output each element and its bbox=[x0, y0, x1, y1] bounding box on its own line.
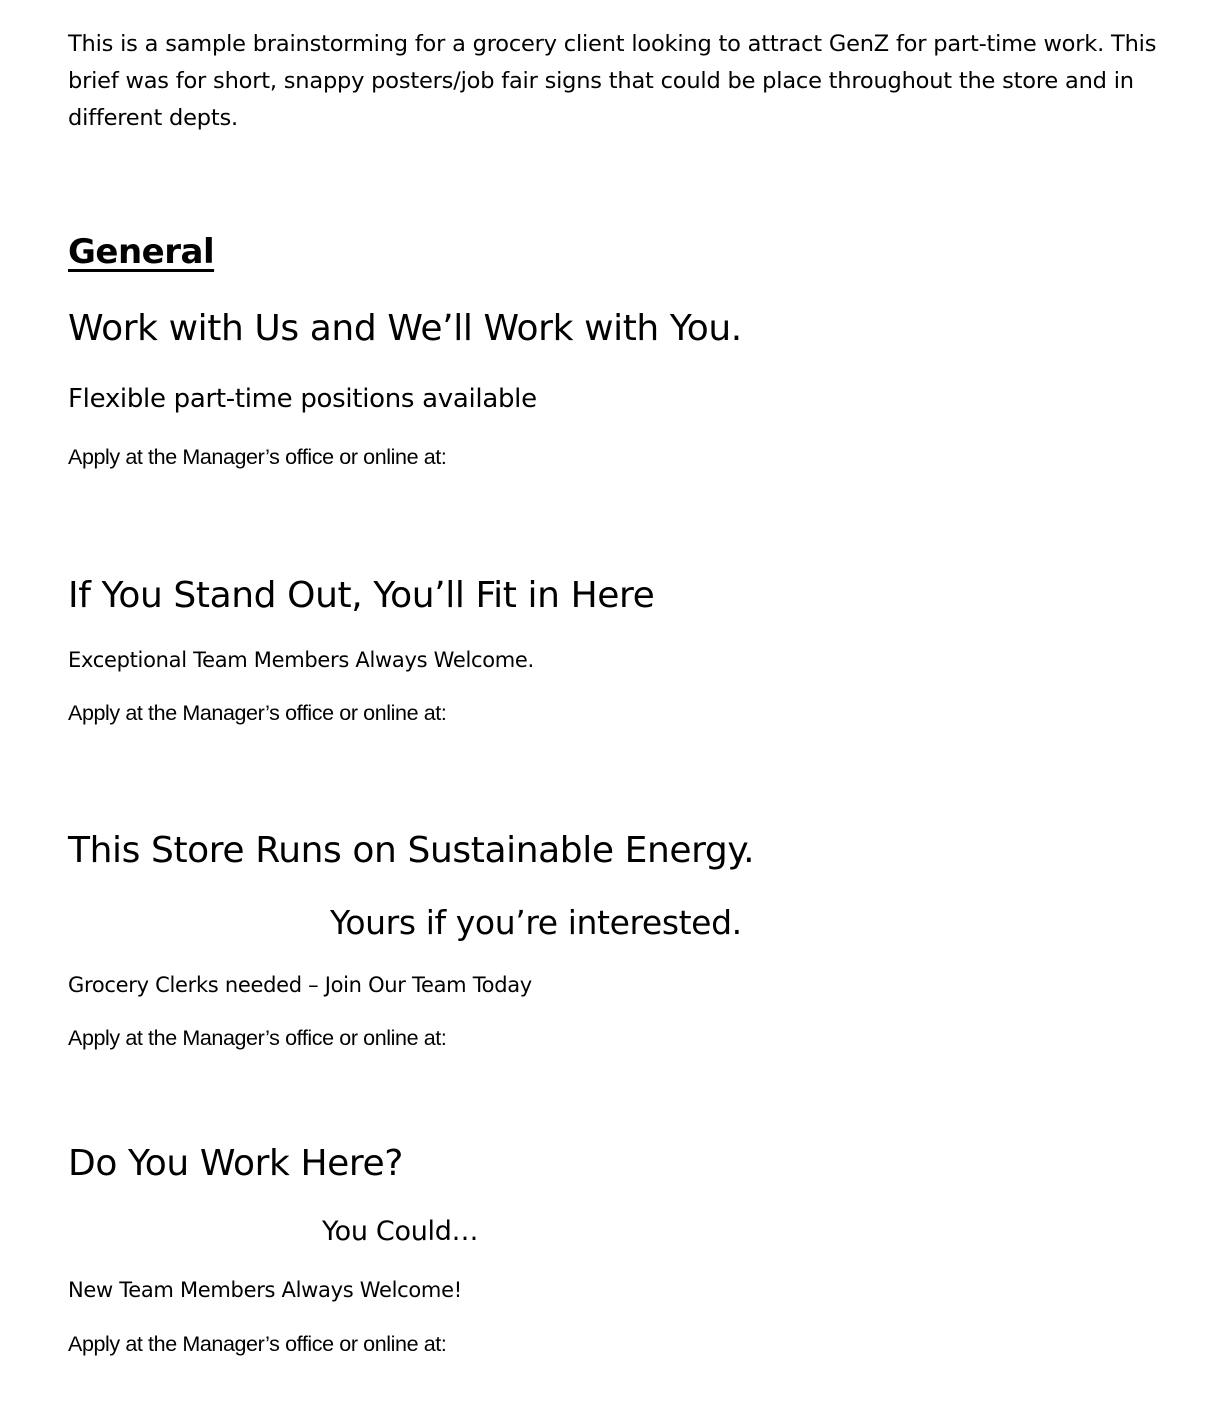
poster-headline: This Store Runs on Sustainable Energy. bbox=[68, 830, 755, 871]
poster-apply-line: Apply at the Manager’s office or online at: bbox=[68, 1026, 447, 1050]
poster-subhead: New Team Members Always Welcome! bbox=[68, 1278, 462, 1302]
poster-tagline: You Could… bbox=[322, 1216, 479, 1247]
poster-subhead: Grocery Clerks needed – Join Our Team Today bbox=[68, 973, 532, 997]
poster-headline: If You Stand Out, You’ll Fit in Here bbox=[68, 575, 655, 616]
poster-subhead: Flexible part-time positions available bbox=[68, 384, 537, 414]
poster-subhead: Exceptional Team Members Always Welcome. bbox=[68, 648, 534, 672]
poster-headline: Do You Work Here? bbox=[68, 1143, 403, 1184]
poster-apply-line: Apply at the Manager’s office or online at: bbox=[68, 1332, 447, 1356]
intro-paragraph: This is a sample brainstorming for a grocery client looking to attract GenZ for part-time work. This brief was for short, snappy posters/job fair signs that could be place throughout the store and in different depts. bbox=[68, 31, 1157, 131]
poster-headline: Work with Us and We’ll Work with You. bbox=[68, 308, 742, 349]
poster-tagline: Yours if you’re interested. bbox=[330, 903, 742, 942]
section-heading: General bbox=[68, 232, 215, 272]
poster-apply-line: Apply at the Manager’s office or online at: bbox=[68, 445, 447, 469]
poster-apply-line: Apply at the Manager’s office or online at: bbox=[68, 701, 447, 725]
